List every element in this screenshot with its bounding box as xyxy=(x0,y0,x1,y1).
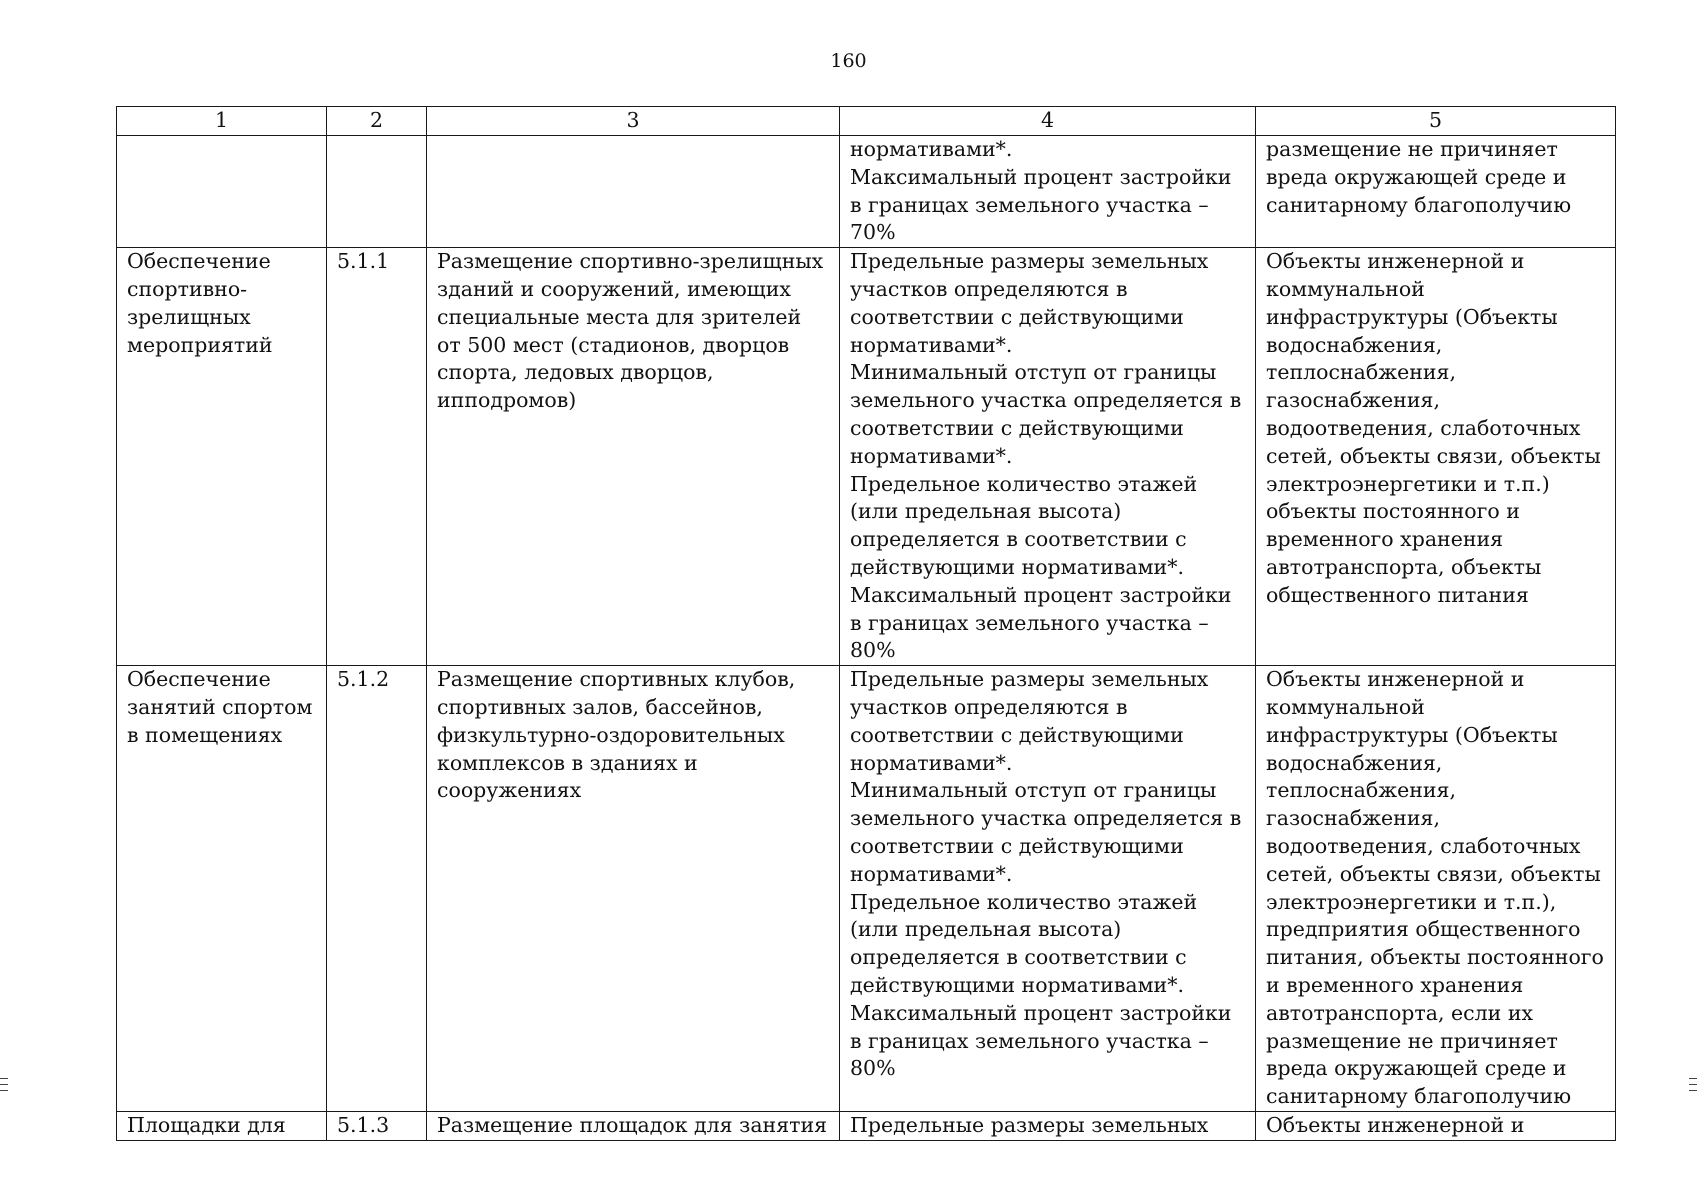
scan-edge-mark-left xyxy=(0,1078,8,1079)
cell-use-description: Размещение площадок для занятия xyxy=(427,1111,840,1140)
scan-edge-mark-left xyxy=(0,1084,8,1085)
header-cell-2: 2 xyxy=(327,107,427,136)
cell-use-code: 5.1.1 xyxy=(327,248,427,666)
table-header-row xyxy=(117,107,1616,136)
cell-use-name xyxy=(117,136,327,248)
cell-auxiliary-uses: размещение не причиняет вреда окружающей среде и санитарному благополучию xyxy=(1256,136,1616,248)
table-row xyxy=(117,248,1616,666)
cell-use-code: 5.1.2 xyxy=(327,666,427,1112)
cell-parameters: нормативами*. Максимальный процент застройки в границах земельного участка – 70% xyxy=(840,136,1256,248)
scan-edge-mark-right xyxy=(1689,1090,1697,1091)
cell-parameters: Предельные размеры земельных xyxy=(840,1111,1256,1140)
scan-edge-mark-left xyxy=(0,1090,8,1091)
table-row xyxy=(117,1111,1616,1140)
cell-auxiliary-uses: Объекты инженерной и коммунальной инфраструктуры (Объекты водоснабжения, теплоснабжения, газоснабжения, водоотведения, слаботочных сетей, объекты связи, объекты электроэнергетики и т.п.), предприятия общественного питания, объекты постоянного и временного хранения автотранспорта, если их размещение не причиняет вреда окружающей среде и санитарному благополучию xyxy=(1256,666,1616,1112)
page-number: 160 xyxy=(830,50,867,72)
header-cell-1: 1 xyxy=(117,107,327,136)
cell-parameters: Предельные размеры земельных участков определяются в соответствии с действующими нормативами*. Минимальный отступ от границы земельного участка определяется в соответствии с действующими нормативами*. Предельное количество этажей (или предельная высота) определяется в соответствии с действующими нормативами*. Максимальный процент застройки в границах земельного участка – 80% xyxy=(840,666,1256,1112)
zoning-table xyxy=(116,106,1616,1141)
scan-edge-mark-right xyxy=(1689,1084,1697,1085)
cell-use-name: Обеспечение спортивно-зрелищных мероприятий xyxy=(117,248,327,666)
scan-edge-mark-right xyxy=(1689,1078,1697,1079)
cell-parameters: Предельные размеры земельных участков определяются в соответствии с действующими нормативами*. Минимальный отступ от границы земельного участка определяется в соответствии с действующими нормативами*. Предельное количество этажей (или предельная высота) определяется в соответствии с действующими нормативами*. Максимальный процент застройки в границах земельного участка – 80% xyxy=(840,248,1256,666)
cell-use-description: Размещение спортивно-зрелищных зданий и сооружений, имеющих специальные места для зрителей от 500 мест (стадионов, дворцов спорта, ледовых дворцов, ипподромов) xyxy=(427,248,840,666)
cell-use-description xyxy=(427,136,840,248)
cell-use-code xyxy=(327,136,427,248)
header-cell-4: 4 xyxy=(840,107,1256,136)
cell-use-name: Обеспечение занятий спортом в помещениях xyxy=(117,666,327,1112)
cell-use-name: Площадки для xyxy=(117,1111,327,1140)
table-row xyxy=(117,666,1616,1112)
table-row xyxy=(117,136,1616,248)
cell-auxiliary-uses: Объекты инженерной и коммунальной инфраструктуры (Объекты водоснабжения, теплоснабжения, газоснабжения, водоотведения, слаботочных сетей, объекты связи, объекты электроэнергетики и т.п.) объекты постоянного и временного хранения автотранспорта, объекты общественного питания xyxy=(1256,248,1616,666)
header-cell-3: 3 xyxy=(427,107,840,136)
cell-use-code: 5.1.3 xyxy=(327,1111,427,1140)
cell-auxiliary-uses: Объекты инженерной и xyxy=(1256,1111,1616,1140)
cell-use-description: Размещение спортивных клубов, спортивных залов, бассейнов, физкультурно-оздоровительных комплексов в зданиях и сооружениях xyxy=(427,666,840,1112)
header-cell-5: 5 xyxy=(1256,107,1616,136)
